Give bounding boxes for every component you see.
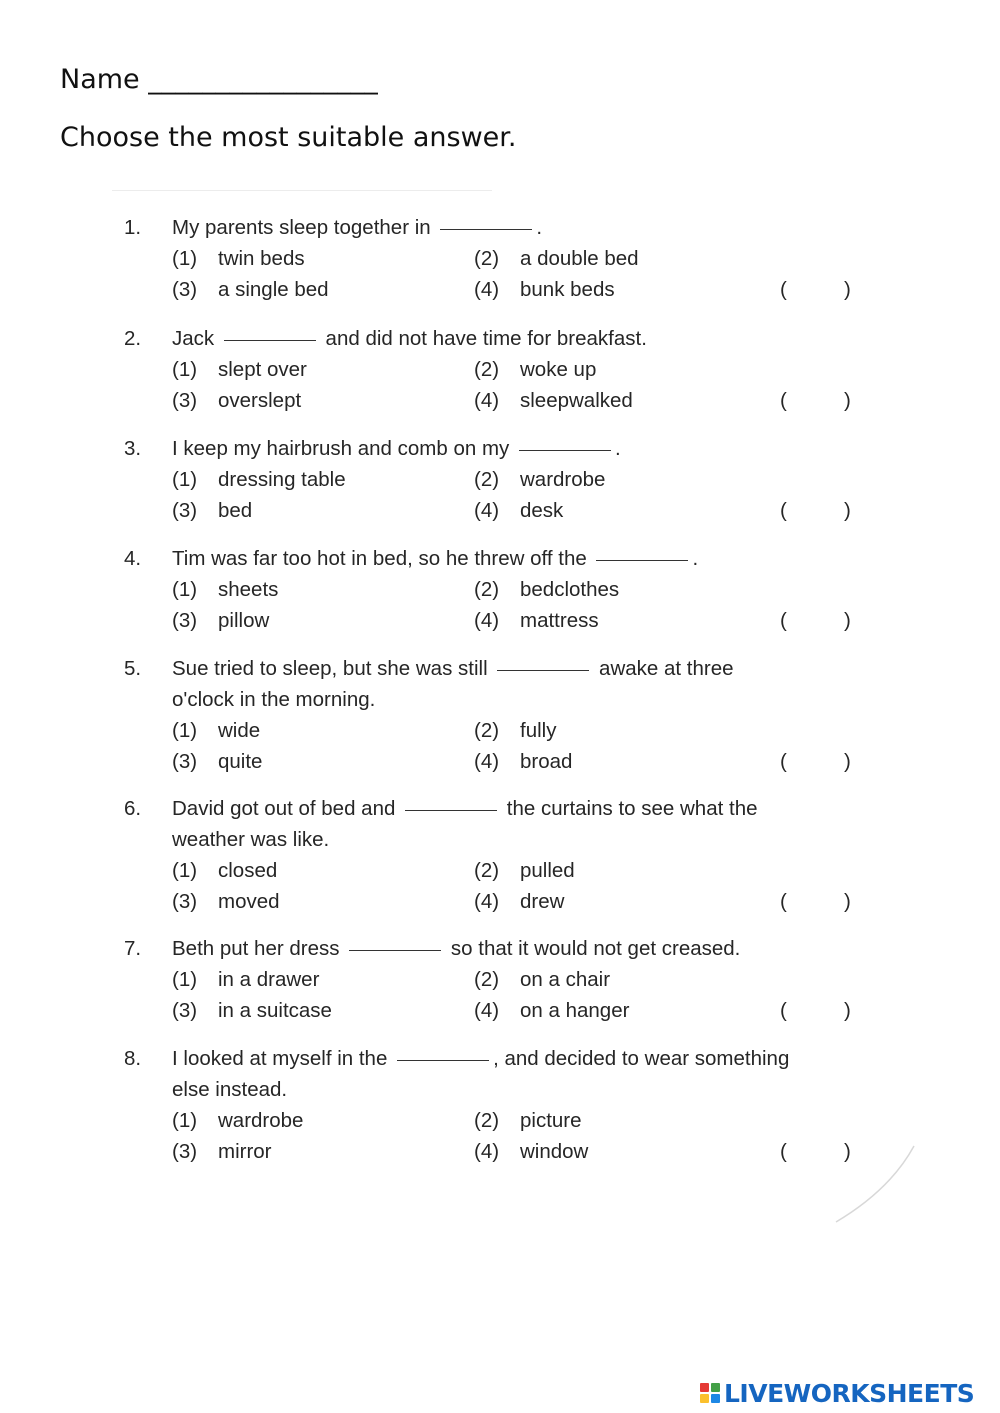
option-1 — [172, 855, 277, 886]
question-stem — [172, 212, 542, 243]
option-3 — [172, 1136, 272, 1167]
answer-box-close: ) — [844, 890, 851, 913]
option-text: quite — [218, 750, 263, 773]
answer-blank — [397, 1059, 489, 1061]
logo-square — [711, 1383, 720, 1392]
option-text: mirror — [218, 1140, 272, 1163]
question-number: 1. — [124, 216, 142, 239]
option-4 — [474, 274, 615, 305]
answer-blank — [405, 809, 497, 811]
question-7 — [124, 933, 864, 1026]
option-1 — [172, 464, 346, 495]
option-2 — [474, 855, 575, 886]
option-text: pillow — [218, 609, 270, 632]
option-number: (3) — [172, 389, 198, 412]
stem-text: so that it would not get creased. — [445, 937, 741, 960]
answer-box-close: ) — [844, 750, 851, 773]
option-number: (4) — [474, 609, 500, 632]
answer-box-close: ) — [844, 499, 851, 522]
option-1 — [172, 574, 278, 605]
option-number: (1) — [172, 859, 198, 882]
liveworksheets-logo — [700, 1378, 974, 1408]
stem-text: the curtains to see what the — [501, 797, 758, 820]
option-number: (4) — [474, 499, 500, 522]
question-stem — [172, 793, 758, 824]
question-stem-continued: else instead. — [172, 1078, 288, 1101]
stem-text: and did not have time for breakfast. — [319, 327, 647, 350]
option-number: (4) — [474, 278, 500, 301]
option-number: (3) — [172, 609, 198, 632]
answer-blank — [224, 339, 316, 341]
stem-text: , and decided to wear something — [493, 1047, 790, 1070]
option-number: (1) — [172, 358, 198, 381]
logo-square — [700, 1383, 709, 1392]
answer-box-open[interactable]: ( — [780, 999, 787, 1022]
answer-box-open[interactable]: ( — [780, 1140, 787, 1163]
question-stem — [172, 933, 740, 964]
answer-box-open[interactable]: ( — [780, 278, 787, 301]
option-text: wide — [218, 719, 261, 742]
option-text: on a hanger — [520, 999, 630, 1022]
question-5 — [124, 653, 864, 777]
option-text: bed — [218, 499, 253, 522]
option-4 — [474, 746, 572, 777]
question-stem — [172, 543, 698, 574]
option-number: (2) — [474, 968, 500, 991]
logo-square — [700, 1394, 709, 1403]
answer-box-open[interactable]: ( — [780, 389, 787, 412]
instruction-text: Choose the most suitable answer. — [60, 122, 517, 153]
question-stem-continued: o'clock in the morning. — [172, 688, 376, 711]
question-8 — [124, 1043, 864, 1167]
option-number: (2) — [474, 358, 500, 381]
option-3 — [172, 385, 301, 416]
option-number: (3) — [172, 1140, 198, 1163]
option-text: twin beds — [218, 247, 305, 270]
option-text: in a suitcase — [218, 999, 332, 1022]
option-number: (3) — [172, 890, 198, 913]
option-text: fully — [520, 719, 557, 742]
option-text: closed — [218, 859, 278, 882]
answer-box-close: ) — [844, 1140, 851, 1163]
option-number: (1) — [172, 719, 198, 742]
option-text: picture — [520, 1109, 582, 1132]
stem-text: I keep my hairbrush and comb on my — [172, 437, 515, 460]
question-3 — [124, 433, 864, 526]
option-text: moved — [218, 890, 280, 913]
answer-box-open[interactable]: ( — [780, 499, 787, 522]
option-1 — [172, 715, 260, 746]
option-text: bunk beds — [520, 278, 615, 301]
option-2 — [474, 1105, 582, 1136]
answer-blank — [349, 949, 441, 951]
question-number: 4. — [124, 547, 142, 570]
option-number: (1) — [172, 468, 198, 491]
question-6 — [124, 793, 864, 917]
option-number: (3) — [172, 750, 198, 773]
stem-text: . — [692, 547, 699, 570]
option-text: sheets — [218, 578, 279, 601]
option-text: mattress — [520, 609, 599, 632]
option-2 — [474, 964, 610, 995]
option-text: on a chair — [520, 968, 611, 991]
option-number: (4) — [474, 890, 500, 913]
option-4 — [474, 385, 633, 416]
question-1 — [124, 212, 864, 305]
name-field-label: Name _________________ — [60, 64, 378, 95]
option-number: (1) — [172, 1109, 198, 1132]
question-stem — [172, 323, 647, 354]
answer-box-close: ) — [844, 999, 851, 1022]
option-text: a single bed — [218, 278, 329, 301]
option-text: woke up — [520, 358, 597, 381]
option-number: (4) — [474, 999, 500, 1022]
question-number: 5. — [124, 657, 142, 680]
option-number: (4) — [474, 1140, 500, 1163]
question-stem-continued: weather was like. — [172, 828, 330, 851]
option-1 — [172, 354, 307, 385]
option-text: wardrobe — [520, 468, 606, 491]
option-4 — [474, 995, 629, 1026]
question-number: 7. — [124, 937, 142, 960]
option-4 — [474, 886, 564, 917]
question-number: 3. — [124, 437, 142, 460]
option-text: a double bed — [520, 247, 639, 270]
answer-box-close: ) — [844, 609, 851, 632]
stem-text: . — [536, 216, 543, 239]
option-number: (4) — [474, 750, 500, 773]
stem-text: Jack — [172, 327, 220, 350]
logo-text: LIVEWORKSHEETS — [724, 1378, 975, 1408]
answer-box-close: ) — [844, 389, 851, 412]
question-number: 8. — [124, 1047, 142, 1070]
option-number: (4) — [474, 389, 500, 412]
stem-text: My parents sleep together in — [172, 216, 437, 239]
answer-box-open[interactable]: ( — [780, 750, 787, 773]
option-text: overslept — [218, 389, 302, 412]
option-number: (2) — [474, 719, 500, 742]
answer-blank — [596, 559, 688, 561]
option-2 — [474, 715, 556, 746]
answer-blank — [440, 228, 532, 230]
answer-box-close: ) — [844, 278, 851, 301]
stem-text: Sue tried to sleep, but she was still — [172, 657, 494, 680]
option-1 — [172, 1105, 303, 1136]
page-curl-mark — [830, 1140, 920, 1230]
option-number: (2) — [474, 1109, 500, 1132]
option-2 — [474, 243, 639, 274]
option-number: (3) — [172, 499, 198, 522]
option-text: dressing table — [218, 468, 346, 491]
option-text: desk — [520, 499, 564, 522]
option-text: bedclothes — [520, 578, 620, 601]
stem-text: Tim was far too hot in bed, so he threw off the — [172, 547, 593, 570]
stem-text: David got out of bed and — [172, 797, 402, 820]
question-number: 2. — [124, 327, 142, 350]
option-3 — [172, 886, 280, 917]
option-text: broad — [520, 750, 573, 773]
option-number: (2) — [474, 468, 500, 491]
answer-box-open[interactable]: ( — [780, 890, 787, 913]
option-text: drew — [520, 890, 565, 913]
option-number: (2) — [474, 247, 500, 270]
option-1 — [172, 964, 319, 995]
option-3 — [172, 995, 332, 1026]
question-number: 6. — [124, 797, 142, 820]
stem-text: Beth put her dress — [172, 937, 346, 960]
stem-text: awake at three — [593, 657, 734, 680]
question-4 — [124, 543, 864, 636]
option-text: sleepwalked — [520, 389, 633, 412]
option-4 — [474, 495, 563, 526]
option-3 — [172, 605, 269, 636]
option-text: pulled — [520, 859, 575, 882]
option-number: (3) — [172, 999, 198, 1022]
option-number: (2) — [474, 578, 500, 601]
option-3 — [172, 274, 329, 305]
stem-text: . — [614, 437, 621, 460]
question-stem — [172, 433, 621, 464]
option-number: (3) — [172, 278, 198, 301]
option-4 — [474, 1136, 588, 1167]
option-text: slept over — [218, 358, 307, 381]
option-2 — [474, 574, 619, 605]
option-text: window — [520, 1140, 589, 1163]
option-text: wardrobe — [218, 1109, 304, 1132]
question-stem — [172, 653, 734, 684]
answer-blank — [519, 449, 611, 451]
option-3 — [172, 746, 262, 777]
option-number: (1) — [172, 247, 198, 270]
option-text: in a drawer — [218, 968, 320, 991]
answer-box-open[interactable]: ( — [780, 609, 787, 632]
stem-text: I looked at myself in the — [172, 1047, 394, 1070]
question-stem — [172, 1043, 789, 1074]
scan-rule — [112, 190, 492, 191]
answer-blank — [497, 669, 589, 671]
logo-squares-icon — [700, 1383, 720, 1403]
option-2 — [474, 464, 605, 495]
question-2 — [124, 323, 864, 416]
option-number: (1) — [172, 578, 198, 601]
option-number: (2) — [474, 859, 500, 882]
option-1 — [172, 243, 305, 274]
option-2 — [474, 354, 596, 385]
logo-square — [711, 1394, 720, 1403]
option-number: (1) — [172, 968, 198, 991]
option-4 — [474, 605, 599, 636]
option-3 — [172, 495, 252, 526]
